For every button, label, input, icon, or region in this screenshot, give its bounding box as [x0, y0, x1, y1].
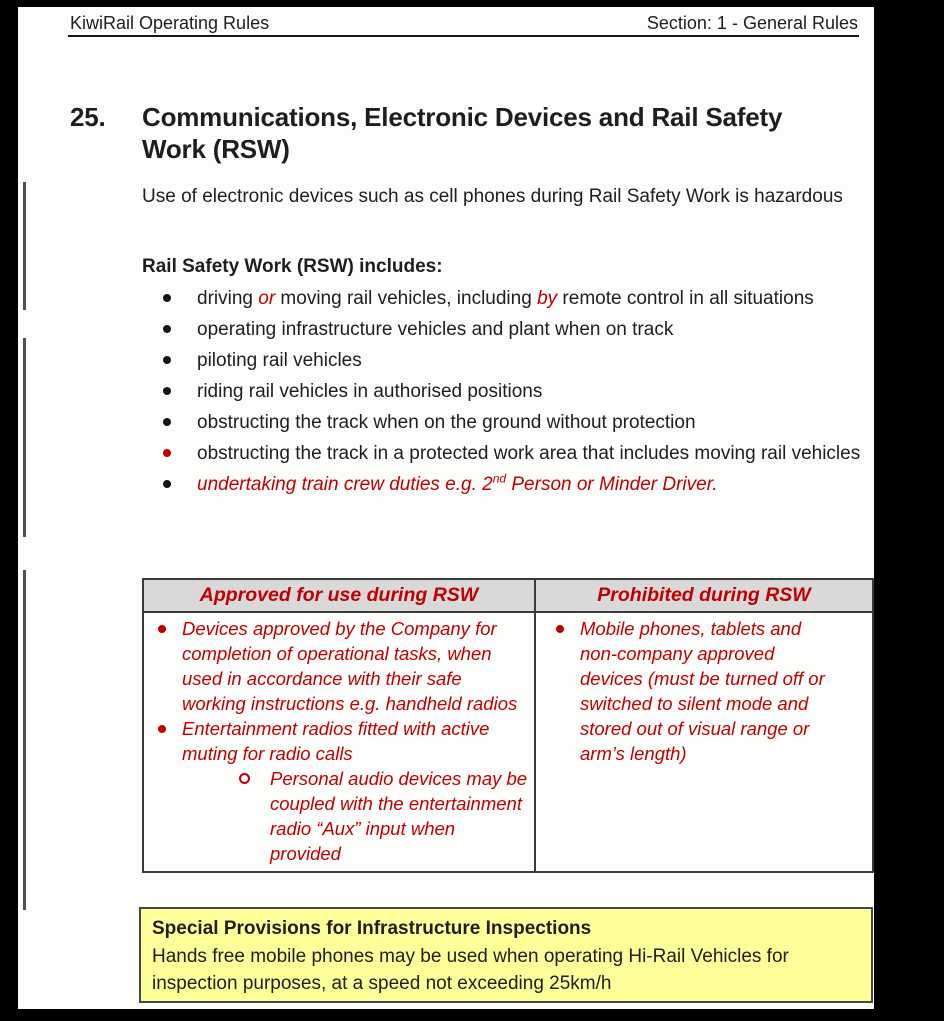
table-item-text: Entertainment radios fitted with active muting for radio calls — [182, 718, 490, 764]
text-segment: riding rail vehicles in authorised positions — [197, 381, 543, 402]
special-provisions-box — [139, 907, 873, 1003]
header-rule-line — [68, 35, 859, 37]
text-segment: or — [258, 288, 276, 309]
table-item-text: Devices approved by the Company for completion of operational tasks, when used in accordance with their safe working instructions e.g. handheld radios — [182, 618, 518, 714]
running-header — [70, 13, 858, 34]
table-list-item — [144, 716, 530, 866]
list-item — [142, 286, 866, 311]
list-item — [142, 441, 866, 466]
margin-change-bar — [23, 182, 26, 310]
table-item-text: Mobile phones, tablets and non-company approved devices (must be turned off or switched to silent mode and stored out of visual range or arm’s length) — [580, 618, 825, 764]
list-item — [142, 348, 866, 373]
table-header-row — [143, 579, 873, 612]
bullet-icon — [163, 356, 171, 364]
table-sub-item — [182, 766, 530, 866]
bullet-icon — [163, 480, 171, 488]
list-item-text — [197, 471, 718, 495]
header-section-label: Section: 1 - General Rules — [646, 13, 858, 33]
margin-change-bar — [23, 570, 26, 910]
list-item — [142, 410, 866, 435]
table-header-approved: Approved for use during RSW — [143, 579, 535, 612]
text-segment: piloting rail vehicles — [197, 350, 362, 371]
bullet-icon — [158, 625, 166, 633]
special-provisions-title: Special Provisions for Infrastructure Inspections — [152, 918, 592, 939]
header-doc-title: KiwiRail Operating Rules — [70, 13, 270, 33]
text-segment: driving — [197, 288, 259, 309]
bullet-icon — [163, 418, 171, 426]
approved-list — [144, 616, 534, 866]
text-segment: by — [537, 288, 558, 309]
circle-bullet-icon — [239, 773, 250, 784]
list-item — [142, 379, 866, 404]
bullet-icon — [163, 449, 171, 457]
approved-cell — [143, 612, 535, 872]
rule-number: 25. — [70, 102, 106, 132]
prohibited-list — [536, 616, 872, 766]
list-item-text — [197, 443, 860, 464]
list-item-text — [197, 319, 673, 340]
rule-heading — [70, 101, 800, 165]
table-sub-item-text: Personal audio devices may be coupled with the entertainment radio “Aux” input when provided — [270, 768, 528, 864]
text-segment: nd — [492, 471, 507, 486]
table-list-item — [144, 616, 530, 716]
text-segment: obstructing the track when on the ground without protection — [197, 412, 696, 433]
text-segment: operating infrastructure vehicles and plant when on track — [197, 319, 674, 340]
rule-title: Communications, Electronic Devices and Rail Safety Work (RSW) — [142, 102, 783, 164]
document-page — [18, 7, 874, 1009]
rsw-includes-list — [142, 286, 866, 503]
text-segment: undertaking train crew duties e.g. 2 — [197, 474, 493, 495]
bullet-icon — [163, 294, 171, 302]
text-segment: moving rail vehicles, including — [275, 288, 538, 309]
rule-intro-paragraph: Use of electronic devices such as cell phones during Rail Safety Work is hazardous — [142, 186, 843, 207]
table-list-item — [536, 616, 872, 766]
bullet-icon — [163, 387, 171, 395]
text-segment: obstructing the track in a protected work area that includes moving rail vehicles — [197, 443, 861, 464]
rsw-device-table — [142, 578, 874, 873]
list-item-text — [197, 381, 542, 402]
list-item-text — [197, 412, 696, 433]
list-item-text — [197, 350, 362, 371]
text-segment: Person or Minder Driver. — [506, 474, 718, 495]
list-item — [142, 317, 866, 342]
special-provisions-body: Hands free mobile phones may be used when operating Hi-Rail Vehicles for inspection purposes, at a speed not exceeding 25km/h — [152, 946, 789, 994]
table-body-row — [143, 612, 873, 872]
prohibited-cell — [535, 612, 873, 872]
bullet-icon — [158, 725, 166, 733]
text-segment: remote control in all situations — [557, 288, 814, 309]
margin-change-bar — [23, 338, 26, 537]
table-header-prohibited: Prohibited during RSW — [535, 579, 873, 612]
list-item-text — [197, 288, 814, 309]
bullet-icon — [163, 325, 171, 333]
list-item — [142, 472, 866, 497]
includes-heading: Rail Safety Work (RSW) includes: — [142, 256, 443, 277]
bullet-icon — [556, 625, 564, 633]
